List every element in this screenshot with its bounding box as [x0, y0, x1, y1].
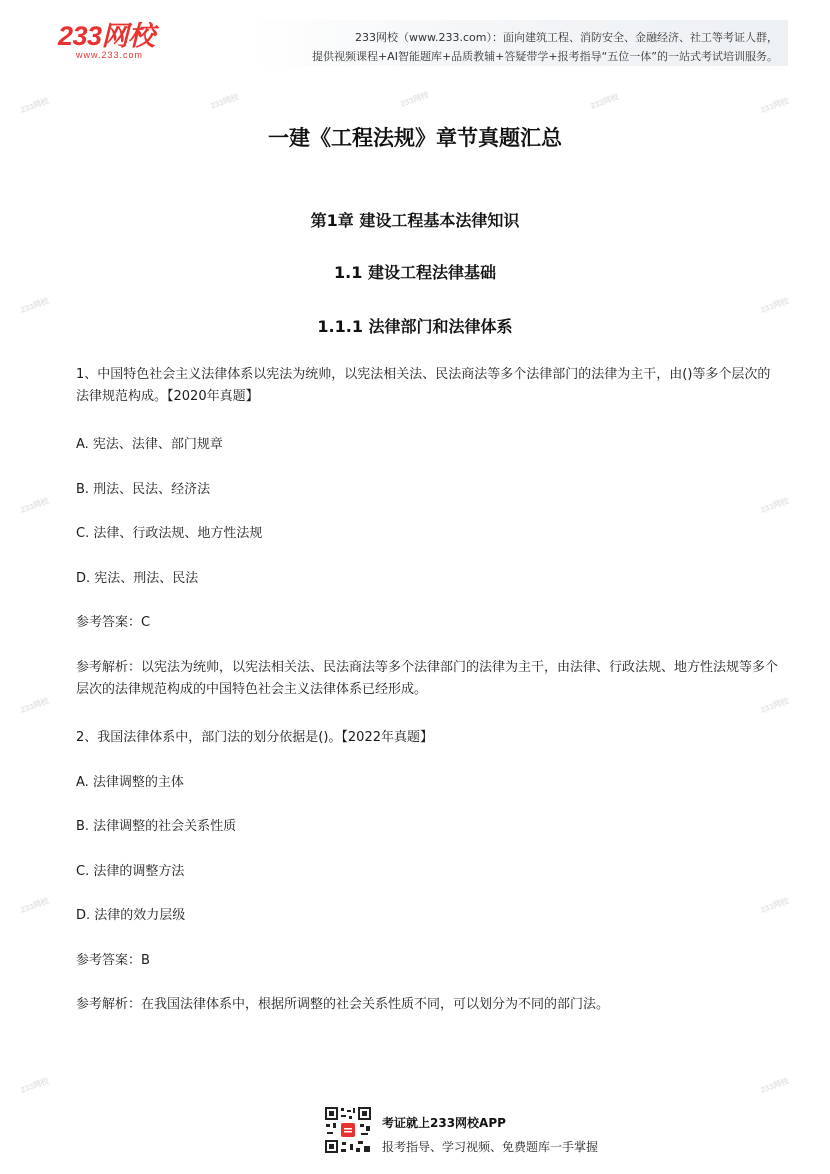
answer: 参考答案：B [76, 953, 150, 968]
watermark: 233网校 [19, 696, 51, 715]
option-c: C. 法律、行政法规、地方性法规 [76, 526, 263, 541]
subsection-heading: 1.1.1 法律部门和法律体系 [317, 317, 513, 336]
watermark: 233网校 [399, 90, 431, 109]
watermark: 233网校 [759, 296, 791, 315]
chapter-heading: 第1章 建设工程基本法律知识 [310, 211, 520, 230]
document-title: 一建《工程法规》章节真题汇总 [268, 126, 562, 150]
question-stem [76, 364, 782, 408]
analysis: 参考解析：在我国法律体系中，根据所调整的社会关系性质不同，可以划分为不同的部门法。 [76, 997, 610, 1012]
brand-logo[interactable] [58, 22, 155, 60]
watermark: 233网校 [19, 496, 51, 515]
option-a: A. 法律调整的主体 [76, 775, 184, 790]
option-d: D. 法律的效力层级 [76, 908, 186, 923]
watermark: 233网校 [19, 896, 51, 915]
watermark: 233网校 [759, 496, 791, 515]
option-a: A. 宪法、法律、部门规章 [76, 437, 223, 452]
watermark: 233网校 [759, 1076, 791, 1095]
watermark: 233网校 [19, 1076, 51, 1095]
question-2-stem: 2、我国法律体系中，部门法的划分依据是()。【2022年真题】 [76, 730, 433, 745]
logo-text: 233网校 [58, 21, 155, 51]
analysis: 参考解析：以宪法为统帅，以宪法相关法、民法商法等多个法律部门的法律为主干，由法律、行政法规、地方性法规等多个层次的法律规范构成的中国特色社会主义法律体系已经形成。 [76, 660, 779, 697]
qr-code-icon[interactable] [324, 1106, 372, 1154]
footer-title: 考证就上233网校APP [382, 1116, 506, 1130]
option-b: B. 法律调整的社会关系性质 [76, 819, 237, 834]
watermark: 233网校 [759, 96, 791, 115]
option-c: C. 法律的调整方法 [76, 864, 185, 879]
logo-url: www.233.com [76, 50, 144, 60]
answer: 参考答案：C [76, 615, 151, 630]
watermark: 233网校 [19, 96, 51, 115]
watermark: 233网校 [759, 696, 791, 715]
watermark: 233网校 [589, 92, 621, 111]
page-header [0, 0, 830, 80]
header-line-2: 提供视频课程+AI智能题库+品质教辅+答疑带学+报考指导“五位一体”的一站式考试培训服务。 [311, 50, 778, 63]
question-1-stem: 1、中国特色社会主义法律体系以宪法为统帅，以宪法相关法、民法商法等多个法律部门的法律为主干，由()等多个层次的法律规范构成。【2020年真题】 [76, 367, 771, 404]
section-heading: 1.1 建设工程法律基础 [334, 263, 496, 282]
header-line-1: 233网校（www.233.com）：面向建筑工程、消防安全、金融经济、社工等考证人群， [355, 31, 778, 44]
watermark: 233网校 [209, 92, 241, 111]
watermark: 233网校 [759, 896, 791, 915]
option-b: B. 刑法、民法、经济法 [76, 482, 211, 497]
footer-subtitle: 报考指导、学习视频、免费题库一手掌握 [382, 1140, 599, 1154]
watermark: 233网校 [19, 296, 51, 315]
option-d: D. 宪法、刑法、民法 [76, 571, 199, 586]
header-description [312, 28, 778, 66]
